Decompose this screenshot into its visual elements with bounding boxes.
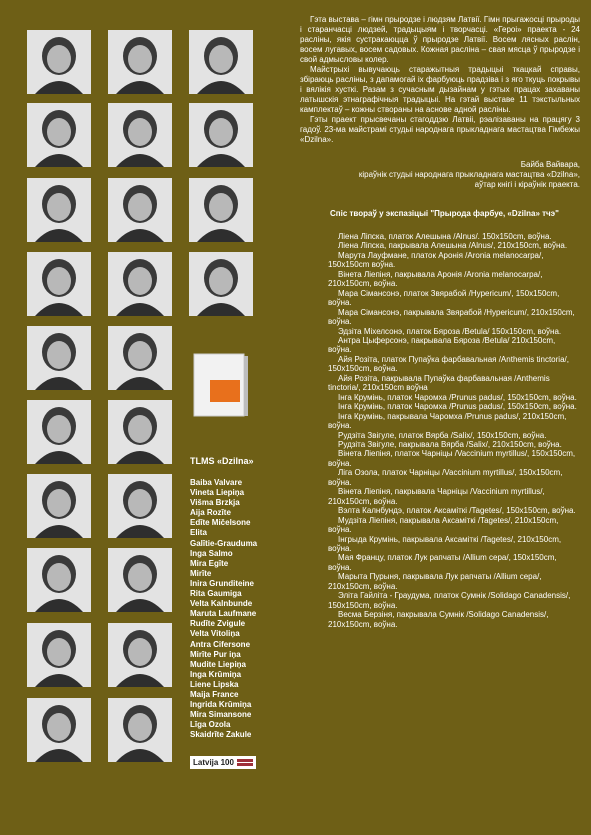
member-name: Mudite Liepiņa — [190, 659, 246, 669]
exposition-list — [328, 232, 580, 629]
exposition-item: Мая Францу, платок Лук рапчаты /Allium cepa/, 150x150cm, воўна. — [328, 553, 557, 572]
exposition-item: Марыта Пурыня, пакрывала Лук рапчаты /Allium cepa/, 210x150cm, воўна. — [328, 572, 542, 591]
member-name: Maija France — [190, 689, 239, 699]
portrait-photo — [189, 103, 253, 167]
portrait-photo — [108, 474, 172, 538]
exposition-item: Марута Лауфмане, платок Аронія /Aronia melanocarpa/, 150x150cm воўна. — [328, 250, 544, 270]
book-cover-image — [192, 352, 248, 418]
exposition-item: Эліта Гайліта - Граудума, платок Сумнік /Solidago Canadensis/, 150x150cm, воўна. — [328, 591, 571, 610]
member-name: Liene Lipska — [190, 679, 239, 689]
member-name: Maruta Laufmane — [190, 609, 257, 619]
portrait-photo — [108, 103, 172, 167]
portrait-photo — [108, 400, 172, 464]
intro-paragraph: Гэты праект прысвечаны стагоддзю Латвіі, рэалізаваны на працягу 3 гадоў. 23-ма майстрамі студыі народнага прыкладнага мастацтва Гімбежы «Dzilna». — [300, 115, 580, 144]
portrait-photo — [108, 326, 172, 390]
exposition-item: Мара Сіманcонэ, платок Звярабой /Hypericum/, 150x150cm, воўна. — [328, 288, 560, 308]
signature-line: аўтар кнігі і кіраўнік праекта. — [474, 180, 580, 189]
portrait-photo — [27, 30, 91, 94]
exposition-item: Інга Крумінь, платок Чаромха /Prunus padus/, 150x150cm, воўна. — [338, 392, 577, 402]
portrait-photo — [108, 30, 172, 94]
intro-paragraph: Майстрыхі вывучаюць старажытныя традыцыі ткацкай справы, збіраюць расліны, з дапамогай іх фарбуюць прадзіва і з яго ткуць покрывы і вялікія хусткі. Разам з сучасным дызайнам у гэтых працах захаваны латышскія этнаграфічныя традыцыі. На гэтай выставе 11 тэкстыльных камплектаў – кожны створаны на аснове адной расліны. — [300, 65, 580, 114]
member-name: Mira Egīte — [190, 558, 229, 568]
member-name: Mira Simansone — [190, 710, 252, 720]
portrait-photo — [27, 698, 91, 762]
exposition-item: Ліга Озола, платок Чарніцы /Vaccinium myrtillus/, 150x150cm, воўна. — [328, 468, 563, 487]
exposition-item: Інга Крумінь, пакрывала Чаромха /Prunus padus/, 210x150cm, воўна. — [328, 411, 567, 431]
member-name: Mirīte Pur iņa — [190, 649, 241, 659]
member-name: Višma Brzkja — [190, 498, 240, 508]
exposition-item: Ліена Ліпска, пакрывала Алешына /Alnus/, 210x150cm, воўна. — [338, 241, 568, 251]
member-name: Inga Krūmiņa — [190, 669, 242, 679]
signature — [300, 160, 580, 190]
portrait-photo — [189, 252, 253, 316]
member-name: Mirīte — [190, 568, 212, 578]
member-name: Ingrida Krūmiņa — [190, 700, 252, 710]
intro-paragraph: Гэта выстава – гімн прыродзе і людзям Латвії. Гімн прыгажосці прыроды і старанчасці людзей, традыцыям і творчасці. «Героі» праекта - 24 расліны, якія сустракаюцца ў прыродзе Латвії. Восем лясных раслін, восем лугавых, восем садовых. Кожная расліна – свая мясца ў прыродзе і свой адмысловы колер. — [300, 15, 580, 64]
members-title: TLMS «Dzilna» — [190, 456, 254, 466]
portrait-photo — [27, 623, 91, 687]
portrait-photo — [108, 623, 172, 687]
portrait-photo — [189, 30, 253, 94]
member-name: Edīte Mičelsone — [190, 518, 251, 528]
signature-line: Байба Вайвара, — [520, 160, 580, 169]
exposition-item: Вінета Ліепіня, платок Чарніцы /Vaccinium myrtillus/, 150x150cm, воўна. — [328, 449, 576, 468]
exposition-item: Ліена Ліпска, платок Алешына /Alnus/. 150x150cm, воўна. — [338, 232, 552, 241]
exposition-item: Вэлта Калнбундэ, платок Аксаміткі /Tagetes/, 150x150cm, воўна. — [338, 506, 576, 516]
member-name: Baiba Valvare — [190, 478, 243, 487]
portrait-photo — [108, 178, 172, 242]
latvian-flag-icon — [237, 759, 253, 766]
exposition-item: Інга Крумінь, платок Чаромха /Prunus padus/, 150x150cm, воўна. — [338, 402, 577, 412]
exposition-item: Вінета Ліепіня, пакрывала Аронія /Aronia melanocarpa/, 210x150cm, воўна. — [328, 269, 543, 289]
exposition-item: Вінета Ліепіня, пакрывала Чарніцы /Vaccinium myrtillus/, 210x150cm, воўна. — [328, 487, 545, 506]
member-name: Līga Ozola — [190, 720, 231, 730]
portrait-photo — [189, 178, 253, 242]
member-name: Skaidrīte Zakule — [190, 730, 252, 740]
member-name: Velta Kalnbunde — [190, 599, 253, 609]
portrait-photo — [27, 326, 91, 390]
member-name: Aija Rozīte — [190, 508, 231, 518]
portrait-photo — [27, 103, 91, 167]
exposition-item: Весма Берзіня, пакрывала Сумнік /Solidago Canadensis/, 210x150cm, воўна. — [328, 610, 549, 629]
member-name: Rita Gaumiga — [190, 589, 242, 599]
exposition-item: Мудзіта Ліепіня, пакрывала Аксаміткі /Tagetes/, 210x150cm, воўна. — [328, 515, 559, 535]
portrait-photo — [27, 178, 91, 242]
exposition-item: Антра Цыферсонэ, пакрывала Бяроза /Betula/ 210x150cm, воўна. — [328, 335, 556, 355]
exposition-title: Спіс твораў у экспазіцыі "Прырода фарбуе, «Dzilna» тчэ" — [330, 209, 559, 218]
exposition-item: Інгрыда Крумінь, пакрывала Аксаміткі /Tagetes/, 210x150cm, воўна. — [328, 534, 562, 553]
member-name: Inira Grunditeine — [190, 578, 255, 588]
exposition-item: Айя Розіта, пакрывала Пупаўка фарбавальная /Anthemis tinctoria/, 210x150cm воўна — [328, 373, 550, 393]
exposition-item: Айя Розіта, платок Пупаўка фарбавальная /Anthemis tinctoria/, 150x150cm, воўна. — [328, 354, 569, 374]
member-name: Inga Salmo — [190, 548, 233, 558]
member-name: Galītie-Grauduma — [190, 538, 258, 548]
logo-label: Latvija 100 — [193, 758, 234, 767]
portrait-photo — [27, 252, 91, 316]
member-name: Vineta Liepiņa — [190, 488, 245, 498]
portrait-photo — [108, 548, 172, 612]
member-name: Elita — [190, 528, 207, 538]
member-name: Rudīte Zvigule — [190, 619, 246, 629]
exposition-item: Рудзіта Звігуле, пакрывала Вярба /Salix/, 210x150cm, воўна. — [338, 439, 562, 449]
portrait-photo — [27, 548, 91, 612]
signature-line: кіраўнік студыі народнага прыкладнага мастацтва «Dzilna», — [358, 170, 580, 179]
member-name: Antra Cifersone — [190, 639, 251, 649]
member-name: Velta Vitoliņa — [190, 629, 240, 639]
exposition-item: Эдзіта Міхелсонэ, платок Бяроза /Betula/ 150x150cm, воўна. — [338, 326, 562, 336]
intro-text — [300, 15, 580, 145]
exposition-item: Мара Сіманcонэ, пакрывала Звярабой /Hypericum/, 210x150cm, воўна. — [328, 307, 575, 327]
latvija-100-logo — [190, 756, 256, 769]
portrait-photo — [108, 252, 172, 316]
portrait-photo — [108, 698, 172, 762]
portrait-photo — [27, 474, 91, 538]
exposition-item: Рудзіта Звігуле, платок Вярба /Salix/, 150x150cm, воўна. — [338, 430, 547, 440]
members-list — [190, 478, 257, 740]
portrait-photo — [27, 400, 91, 464]
